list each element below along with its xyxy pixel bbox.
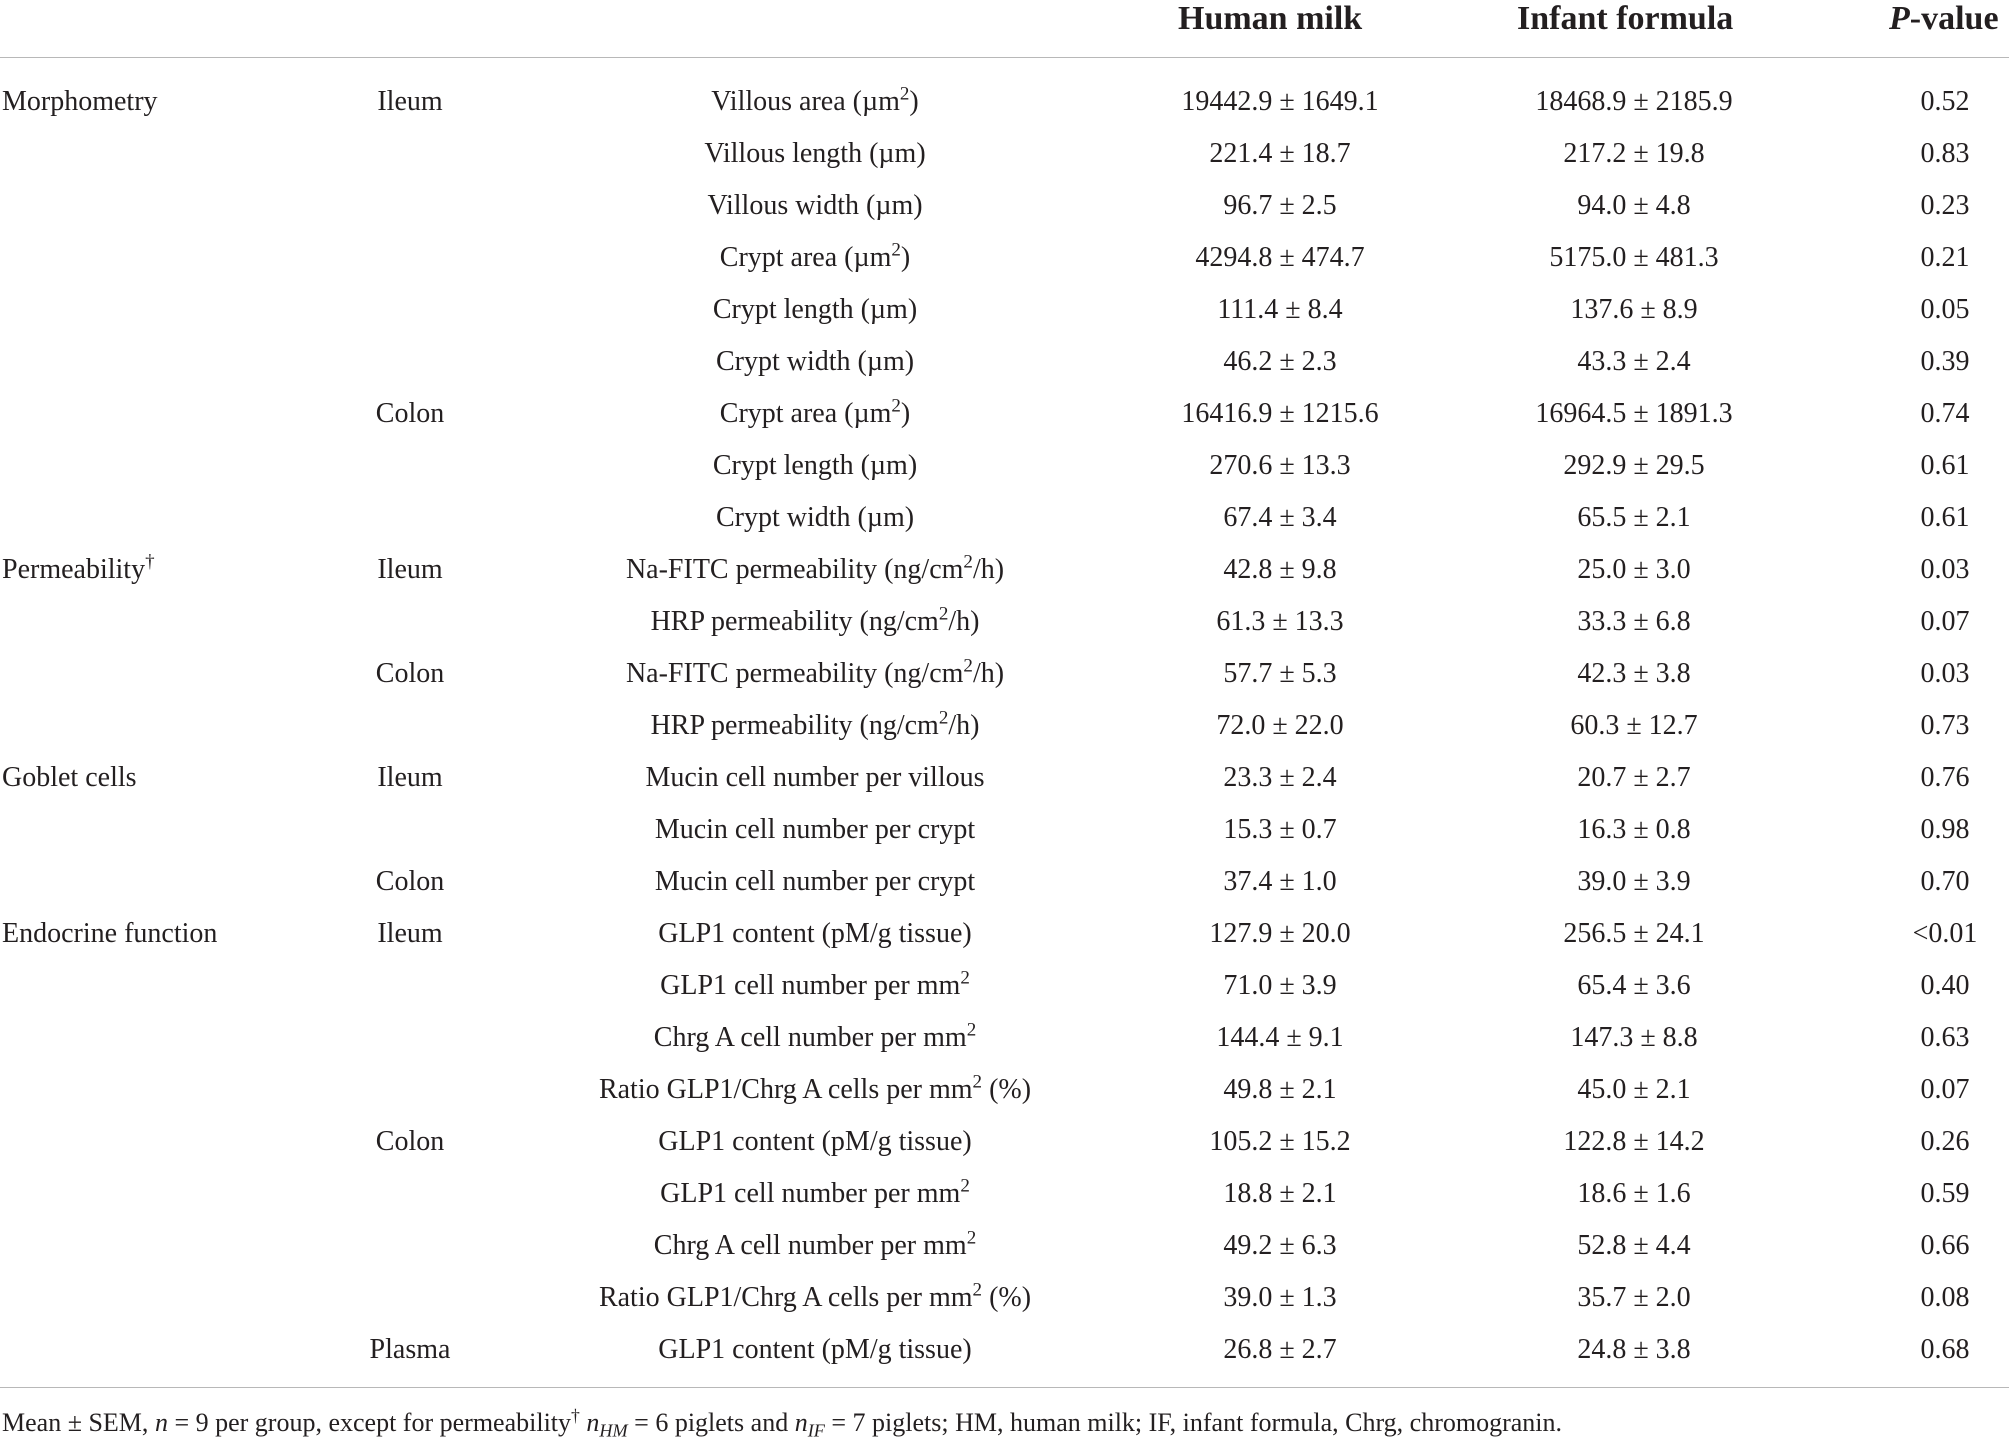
table-row xyxy=(0,861,2009,913)
footnote-n-if: n xyxy=(794,1408,808,1437)
measure-label: GLP1 content (pM/g tissue) xyxy=(658,1126,972,1157)
measure-unit-end: ) xyxy=(909,86,919,117)
table-body xyxy=(0,81,2009,1381)
measure-label: GLP1 cell number per mm xyxy=(660,1178,961,1209)
cell-human-milk: 19442.9 ± 1649.1 xyxy=(1181,86,1379,117)
table-row xyxy=(0,1225,2009,1277)
cell-human-milk: 16416.9 ± 1215.6 xyxy=(1181,398,1379,429)
cell-human-milk: 61.3 ± 13.3 xyxy=(1216,606,1344,637)
measure-superscript: 2 xyxy=(966,1227,977,1249)
measure-label: GLP1 cell number per mm xyxy=(660,970,961,1001)
cell-p-value: 0.26 xyxy=(1920,1126,1970,1157)
cell-region: Plasma xyxy=(369,1334,451,1365)
cell-measure xyxy=(520,341,1110,383)
cell-category xyxy=(2,757,137,799)
table-row xyxy=(0,237,2009,289)
cell-infant-formula: 137.6 ± 8.9 xyxy=(1570,294,1698,325)
cell-infant-formula: 24.8 ± 3.8 xyxy=(1577,1334,1691,1365)
measure-label: Ratio GLP1/Chrg A cells per mm xyxy=(598,1282,973,1313)
cell-measure xyxy=(520,81,1110,123)
table-row xyxy=(0,1329,2009,1381)
table-row xyxy=(0,965,2009,1017)
cell-infant-formula: 39.0 ± 3.9 xyxy=(1577,866,1691,897)
footnote-part1: Mean ± SEM, xyxy=(2,1408,155,1437)
cell-measure xyxy=(520,549,1110,591)
cell-human-milk: 4294.8 ± 474.7 xyxy=(1195,242,1365,273)
measure-unit-end: /h) xyxy=(948,710,980,741)
cell-measure xyxy=(520,1329,1110,1371)
table-row xyxy=(0,1069,2009,1121)
cell-region: Colon xyxy=(375,866,445,897)
cell-p-value: 0.63 xyxy=(1920,1022,1970,1053)
cell-human-milk: 96.7 ± 2.5 xyxy=(1223,190,1337,221)
cell-measure xyxy=(520,1017,1110,1059)
table-row xyxy=(0,289,2009,341)
cell-human-milk: 221.4 ± 18.7 xyxy=(1209,138,1351,169)
cell-measure xyxy=(520,289,1110,331)
cell-category xyxy=(2,549,155,591)
measure-unit-end: ) xyxy=(900,398,911,429)
cell-infant-formula: 94.0 ± 4.8 xyxy=(1577,190,1691,221)
cell-region: Colon xyxy=(375,658,445,689)
cell-human-milk: 15.3 ± 0.7 xyxy=(1223,814,1337,845)
cell-measure xyxy=(520,133,1110,175)
cell-measure xyxy=(520,1277,1110,1319)
cell-human-milk: 72.0 ± 22.0 xyxy=(1216,710,1344,741)
measure-label: Villous width (µm) xyxy=(707,190,923,221)
table-row xyxy=(0,1017,2009,1069)
cell-human-milk: 71.0 ± 3.9 xyxy=(1223,970,1337,1001)
cell-measure xyxy=(520,601,1110,643)
measure-label: GLP1 content (pM/g tissue) xyxy=(658,918,972,949)
cell-human-milk: 18.8 ± 2.1 xyxy=(1223,1178,1337,1209)
cell-measure xyxy=(520,1173,1110,1215)
cell-human-milk: 57.7 ± 5.3 xyxy=(1223,658,1337,689)
cell-human-milk: 111.4 ± 8.4 xyxy=(1217,294,1343,325)
measure-superscript: 2 xyxy=(963,551,973,573)
cell-p-value: 0.74 xyxy=(1920,398,1970,429)
cell-region: Colon xyxy=(375,1126,445,1157)
cell-measure xyxy=(520,1121,1110,1163)
measure-superscript: 2 xyxy=(960,1175,970,1197)
table-row xyxy=(0,653,2009,705)
header-rule xyxy=(0,57,2009,58)
footnote-n-hm: n xyxy=(586,1408,600,1437)
cell-p-value: 0.23 xyxy=(1920,190,1970,221)
measure-label: Crypt width (µm) xyxy=(715,502,915,533)
cell-infant-formula: 20.7 ± 2.7 xyxy=(1577,762,1691,793)
table-row xyxy=(0,185,2009,237)
cell-human-milk: 37.4 ± 1.0 xyxy=(1223,866,1337,897)
cell-human-milk: 23.3 ± 2.4 xyxy=(1223,762,1337,793)
table-header xyxy=(0,0,2009,52)
measure-unit-end: /h) xyxy=(948,606,980,637)
cell-human-milk: 42.8 ± 9.8 xyxy=(1223,554,1337,585)
measure-superscript: 2 xyxy=(938,707,949,729)
measure-label: Crypt area (µm xyxy=(719,398,892,429)
cell-region: Ileum xyxy=(377,554,443,585)
measure-label: HRP permeability (ng/cm xyxy=(650,710,939,741)
cell-p-value: 0.03 xyxy=(1920,658,1970,689)
measure-label: Villous length (µm) xyxy=(704,138,926,169)
measure-label: Mucin cell number per crypt xyxy=(654,866,976,897)
table-row xyxy=(0,81,2009,133)
table-row xyxy=(0,1277,2009,1329)
table-row xyxy=(0,601,2009,653)
table-row xyxy=(0,549,2009,601)
cell-p-value: 0.07 xyxy=(1920,606,1970,637)
cell-human-milk: 105.2 ± 15.2 xyxy=(1209,1126,1351,1157)
cell-human-milk: 39.0 ± 1.3 xyxy=(1223,1282,1337,1313)
cell-human-milk: 49.8 ± 2.1 xyxy=(1223,1074,1337,1105)
cell-p-value: 0.61 xyxy=(1920,502,1970,533)
cell-infant-formula: 18468.9 ± 2185.9 xyxy=(1535,86,1733,117)
footnote-n: n xyxy=(154,1408,168,1437)
measure-label: Crypt area (µm xyxy=(719,242,892,273)
cell-p-value: 0.05 xyxy=(1920,294,1970,325)
cell-p-value: 0.76 xyxy=(1920,762,1970,793)
table-footnote xyxy=(2,1405,1563,1441)
cell-human-milk: 49.2 ± 6.3 xyxy=(1223,1230,1337,1261)
measure-label: Na-FITC permeability (ng/cm xyxy=(625,658,964,689)
cell-measure xyxy=(520,965,1110,1007)
measure-superscript: 2 xyxy=(972,1279,983,1301)
measure-label: Chrg A cell number per mm xyxy=(653,1022,967,1053)
cell-measure xyxy=(520,757,1110,799)
cell-p-value: 0.68 xyxy=(1920,1334,1970,1365)
table-row xyxy=(0,133,2009,185)
footnote-part2: = 9 per group, except for permeability xyxy=(167,1408,572,1437)
cell-measure xyxy=(520,913,1110,955)
footnote-n-hm-sub: HM xyxy=(599,1420,628,1441)
measure-superscript: 2 xyxy=(960,967,970,989)
table-row xyxy=(0,809,2009,861)
cell-region: Ileum xyxy=(377,918,443,949)
footnote-part5: = 7 piglets; HM, human milk; IF, infant formula, Chrg, chromogranin. xyxy=(824,1408,1563,1437)
measure-label: Chrg A cell number per mm xyxy=(653,1230,967,1261)
cell-human-milk: 67.4 ± 3.4 xyxy=(1223,502,1337,533)
measure-label: Na-FITC permeability (ng/cm xyxy=(625,554,964,585)
cell-human-milk: 26.8 ± 2.7 xyxy=(1223,1334,1337,1365)
cell-measure xyxy=(520,1225,1110,1267)
cell-measure xyxy=(520,861,1110,903)
cell-measure xyxy=(520,445,1110,487)
category-label: Permeability xyxy=(2,554,146,585)
cell-p-value: 0.07 xyxy=(1920,1074,1970,1105)
cell-p-value: 0.39 xyxy=(1920,346,1970,377)
table-row xyxy=(0,913,2009,965)
footnote-n-if-sub: IF xyxy=(807,1420,825,1441)
measure-superscript: 2 xyxy=(972,1071,983,1093)
cell-infant-formula: 292.9 ± 29.5 xyxy=(1563,450,1705,481)
footnote-dagger: † xyxy=(571,1405,580,1426)
cell-p-value: 0.40 xyxy=(1920,970,1970,1001)
cell-human-milk: 46.2 ± 2.3 xyxy=(1223,346,1337,377)
cell-infant-formula: 122.8 ± 14.2 xyxy=(1563,1126,1705,1157)
measure-superscript: 2 xyxy=(963,655,973,677)
measure-label: GLP1 content (pM/g tissue) xyxy=(658,1334,972,1365)
cell-human-milk: 127.9 ± 20.0 xyxy=(1209,918,1351,949)
cell-p-value: 0.08 xyxy=(1920,1282,1970,1313)
table-row xyxy=(0,1173,2009,1225)
measure-unit-end: ) xyxy=(900,242,911,273)
cell-measure xyxy=(520,809,1110,851)
cell-category xyxy=(2,81,158,123)
cell-infant-formula: 65.5 ± 2.1 xyxy=(1577,502,1691,533)
cell-p-value: 0.61 xyxy=(1920,450,1970,481)
category-label: Morphometry xyxy=(2,86,158,117)
cell-region: Ileum xyxy=(377,86,443,117)
cell-infant-formula: 18.6 ± 1.6 xyxy=(1577,1178,1691,1209)
cell-p-value: 0.98 xyxy=(1920,814,1970,845)
measure-superscript: 2 xyxy=(899,83,910,105)
cell-measure xyxy=(520,393,1110,435)
measure-superscript: 2 xyxy=(891,239,901,261)
header-p-rest: -value xyxy=(1909,0,1999,37)
measure-superscript: 2 xyxy=(966,1019,977,1041)
cell-p-value: 0.83 xyxy=(1920,138,1970,169)
table-row xyxy=(0,497,2009,549)
cell-infant-formula: 65.4 ± 3.6 xyxy=(1577,970,1691,1001)
header-human-milk: Human milk xyxy=(1178,0,1363,37)
cell-measure xyxy=(520,185,1110,227)
measure-unit-end: /h) xyxy=(972,658,1005,689)
cell-infant-formula: 16964.5 ± 1891.3 xyxy=(1535,398,1733,429)
cell-p-value: <0.01 xyxy=(1912,918,1978,949)
cell-region: Colon xyxy=(375,398,445,429)
measure-unit-end: (%) xyxy=(982,1282,1032,1313)
cell-infant-formula: 16.3 ± 0.8 xyxy=(1577,814,1691,845)
cell-infant-formula: 147.3 ± 8.8 xyxy=(1570,1022,1698,1053)
measure-unit-end: /h) xyxy=(972,554,1005,585)
measure-label: Crypt width (µm) xyxy=(715,346,915,377)
measure-label: Mucin cell number per villous xyxy=(645,762,985,793)
cell-infant-formula: 256.5 ± 24.1 xyxy=(1563,918,1705,949)
cell-measure xyxy=(520,653,1110,695)
footer-rule xyxy=(0,1387,2009,1388)
cell-infant-formula: 25.0 ± 3.0 xyxy=(1577,554,1691,585)
cell-infant-formula: 43.3 ± 2.4 xyxy=(1577,346,1691,377)
measure-label: Crypt length (µm) xyxy=(712,294,918,325)
table-row xyxy=(0,705,2009,757)
cell-infant-formula: 217.2 ± 19.8 xyxy=(1563,138,1705,169)
category-label: Goblet cells xyxy=(2,762,137,793)
table-row xyxy=(0,445,2009,497)
cell-p-value: 0.21 xyxy=(1920,242,1970,273)
cell-p-value: 0.59 xyxy=(1920,1178,1970,1209)
table-row xyxy=(0,393,2009,445)
measure-superscript: 2 xyxy=(938,603,949,625)
header-p-letter: P xyxy=(1889,0,1910,37)
cell-measure xyxy=(520,237,1110,279)
cell-measure xyxy=(520,497,1110,539)
cell-infant-formula: 35.7 ± 2.0 xyxy=(1577,1282,1691,1313)
cell-infant-formula: 45.0 ± 2.1 xyxy=(1577,1074,1691,1105)
cell-p-value: 0.73 xyxy=(1920,710,1970,741)
measure-superscript: 2 xyxy=(891,395,901,417)
measure-label: Crypt length (µm) xyxy=(712,450,918,481)
cell-p-value: 0.52 xyxy=(1920,86,1970,117)
category-dagger: † xyxy=(145,551,155,573)
table-row xyxy=(0,757,2009,809)
table-row xyxy=(0,341,2009,393)
cell-infant-formula: 5175.0 ± 481.3 xyxy=(1549,242,1719,273)
cell-region: Ileum xyxy=(377,762,443,793)
header-infant-formula: Infant formula xyxy=(1517,0,1734,37)
footnote-part4: = 6 piglets and xyxy=(627,1408,795,1437)
cell-measure xyxy=(520,705,1110,747)
cell-measure xyxy=(520,1069,1110,1111)
cell-infant-formula: 60.3 ± 12.7 xyxy=(1570,710,1698,741)
measure-label: HRP permeability (ng/cm xyxy=(650,606,939,637)
cell-infant-formula: 42.3 ± 3.8 xyxy=(1577,658,1691,689)
header-p-value xyxy=(1889,0,1999,38)
measure-unit-end: (%) xyxy=(982,1074,1032,1105)
measure-label: Mucin cell number per crypt xyxy=(654,814,976,845)
measure-label: Ratio GLP1/Chrg A cells per mm xyxy=(598,1074,973,1105)
cell-infant-formula: 33.3 ± 6.8 xyxy=(1577,606,1691,637)
cell-p-value: 0.70 xyxy=(1920,866,1970,897)
cell-human-milk: 144.4 ± 9.1 xyxy=(1216,1022,1344,1053)
cell-category xyxy=(2,913,217,955)
cell-p-value: 0.66 xyxy=(1920,1230,1970,1261)
table-row xyxy=(0,1121,2009,1173)
cell-infant-formula: 52.8 ± 4.4 xyxy=(1577,1230,1691,1261)
category-label: Endocrine function xyxy=(2,918,218,949)
measure-label: Villous area (µm xyxy=(711,86,900,117)
cell-p-value: 0.03 xyxy=(1920,554,1970,585)
cell-human-milk: 270.6 ± 13.3 xyxy=(1209,450,1351,481)
